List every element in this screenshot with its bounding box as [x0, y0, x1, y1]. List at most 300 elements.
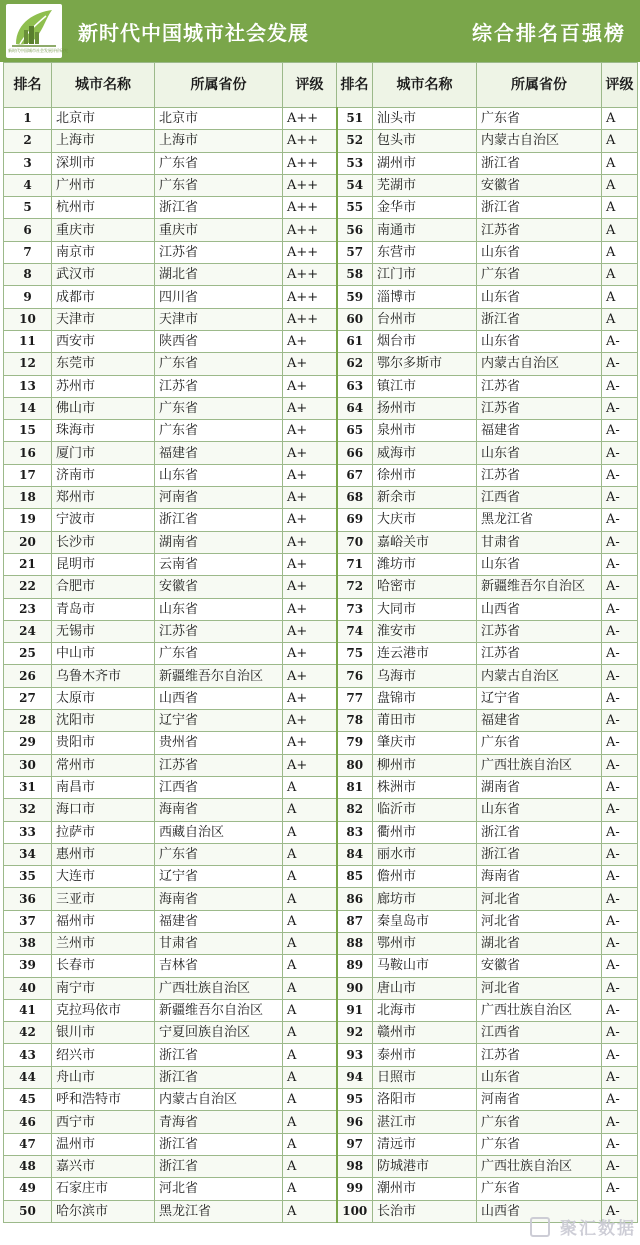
cell-province: 山东省	[155, 598, 283, 620]
cell-province: 江苏省	[155, 375, 283, 397]
cell-rank: 43	[4, 1044, 52, 1066]
table-row	[4, 464, 638, 486]
cell-grade: A+	[283, 330, 337, 352]
cell-province: 辽宁省	[155, 866, 283, 888]
cell-city: 烟台市	[373, 330, 477, 352]
cell-province: 江苏省	[477, 219, 602, 241]
cell-rank: 69	[337, 509, 373, 531]
cell-province: 江苏省	[477, 375, 602, 397]
cell-city: 西宁市	[52, 1111, 155, 1133]
cell-grade: A+	[283, 620, 337, 642]
cell-rank: 15	[4, 420, 52, 442]
cell-rank: 27	[4, 687, 52, 709]
header-rank: 排名	[337, 63, 373, 108]
cell-grade: A-	[602, 1089, 638, 1111]
cell-city: 苏州市	[52, 375, 155, 397]
cell-grade: A	[283, 977, 337, 999]
cell-grade: A+	[283, 531, 337, 553]
cell-city: 南通市	[373, 219, 477, 241]
cell-city: 北京市	[52, 108, 155, 130]
cell-province: 河南省	[477, 1089, 602, 1111]
table-row	[4, 397, 638, 419]
cell-grade: A-	[602, 1178, 638, 1200]
table-row	[4, 375, 638, 397]
cell-rank: 98	[337, 1155, 373, 1177]
table-row	[4, 910, 638, 932]
cell-rank: 86	[337, 888, 373, 910]
cell-city: 佛山市	[52, 397, 155, 419]
cell-city: 郑州市	[52, 487, 155, 509]
cell-province: 江苏省	[477, 1044, 602, 1066]
cell-grade: A	[602, 152, 638, 174]
cell-city: 长治市	[373, 1200, 477, 1222]
cell-province: 广东省	[155, 152, 283, 174]
cell-province: 新疆维吾尔自治区	[155, 999, 283, 1021]
cell-city: 舟山市	[52, 1066, 155, 1088]
cell-province: 浙江省	[477, 152, 602, 174]
cell-rank: 26	[4, 665, 52, 687]
cell-city: 哈密市	[373, 576, 477, 598]
cell-grade: A-	[602, 509, 638, 531]
cell-grade: A-	[602, 776, 638, 798]
cell-rank: 89	[337, 955, 373, 977]
table-row	[4, 643, 638, 665]
cell-city: 连云港市	[373, 643, 477, 665]
table-row	[4, 1089, 638, 1111]
cell-grade: A-	[602, 977, 638, 999]
cell-city: 合肥市	[52, 576, 155, 598]
cell-province: 福建省	[155, 442, 283, 464]
cell-rank: 52	[337, 130, 373, 152]
cell-rank: 24	[4, 620, 52, 642]
cell-rank: 19	[4, 509, 52, 531]
cell-rank: 34	[4, 843, 52, 865]
cell-grade: A-	[602, 732, 638, 754]
table-row	[4, 754, 638, 776]
cell-rank: 50	[4, 1200, 52, 1222]
cell-city: 常州市	[52, 754, 155, 776]
cell-city: 肇庆市	[373, 732, 477, 754]
cell-city: 马鞍山市	[373, 955, 477, 977]
cell-rank: 96	[337, 1111, 373, 1133]
cell-city: 台州市	[373, 308, 477, 330]
cell-grade: A	[602, 308, 638, 330]
cell-city: 重庆市	[52, 219, 155, 241]
cell-province: 内蒙古自治区	[477, 130, 602, 152]
cell-rank: 64	[337, 397, 373, 419]
cell-province: 河北省	[477, 888, 602, 910]
cell-province: 江西省	[155, 776, 283, 798]
cell-province: 山东省	[477, 330, 602, 352]
cell-city: 芜湖市	[373, 174, 477, 196]
cell-city: 乌鲁木齐市	[52, 665, 155, 687]
cell-city: 贵阳市	[52, 732, 155, 754]
cell-city: 广州市	[52, 174, 155, 196]
cell-city: 大连市	[52, 866, 155, 888]
cell-city: 包头市	[373, 130, 477, 152]
cell-rank: 38	[4, 932, 52, 954]
cell-rank: 55	[337, 197, 373, 219]
cell-city: 青岛市	[52, 598, 155, 620]
cell-grade: A-	[602, 1200, 638, 1222]
cell-province: 河北省	[477, 977, 602, 999]
cell-province: 山东省	[477, 442, 602, 464]
cell-grade: A	[602, 108, 638, 130]
cell-grade: A-	[602, 598, 638, 620]
cell-province: 陕西省	[155, 330, 283, 352]
table-row	[4, 576, 638, 598]
cell-grade: A+	[283, 576, 337, 598]
table-row	[4, 732, 638, 754]
table-row	[4, 776, 638, 798]
cell-rank: 58	[337, 264, 373, 286]
cell-city: 南京市	[52, 241, 155, 263]
cell-grade: A-	[602, 821, 638, 843]
cell-province: 广东省	[477, 264, 602, 286]
cell-province: 广东省	[477, 1133, 602, 1155]
cell-province: 广东省	[155, 397, 283, 419]
cell-province: 河北省	[477, 910, 602, 932]
cell-province: 江苏省	[155, 241, 283, 263]
cell-grade: A-	[602, 353, 638, 375]
header-grade: 评级	[602, 63, 638, 108]
cell-province: 浙江省	[155, 1066, 283, 1088]
cell-city: 鄂州市	[373, 932, 477, 954]
cell-rank: 88	[337, 932, 373, 954]
cell-city: 石家庄市	[52, 1178, 155, 1200]
cell-province: 广东省	[477, 108, 602, 130]
cell-province: 辽宁省	[155, 710, 283, 732]
cell-city: 珠海市	[52, 420, 155, 442]
cell-province: 浙江省	[477, 197, 602, 219]
cell-city: 大庆市	[373, 509, 477, 531]
cell-city: 武汉市	[52, 264, 155, 286]
logo-caption: 新时代中国城市社会发展评价研究	[8, 48, 68, 53]
cell-grade: A+	[283, 397, 337, 419]
cell-grade: A-	[602, 1044, 638, 1066]
cell-city: 天津市	[52, 308, 155, 330]
cell-rank: 73	[337, 598, 373, 620]
cell-grade: A++	[283, 108, 337, 130]
cell-province: 重庆市	[155, 219, 283, 241]
cell-province: 山东省	[477, 286, 602, 308]
table-row	[4, 687, 638, 709]
cell-grade: A-	[602, 955, 638, 977]
watermark: 聚汇数据	[560, 1219, 636, 1239]
cell-city: 兰州市	[52, 932, 155, 954]
header-province: 所属省份	[477, 63, 602, 108]
cell-grade: A	[602, 264, 638, 286]
cell-grade: A	[283, 1044, 337, 1066]
cell-province: 新疆维吾尔自治区	[155, 665, 283, 687]
cell-rank: 80	[337, 754, 373, 776]
cell-grade: A	[283, 1089, 337, 1111]
cell-grade: A	[283, 1111, 337, 1133]
cell-rank: 77	[337, 687, 373, 709]
cell-province: 山东省	[477, 241, 602, 263]
cell-province: 浙江省	[477, 821, 602, 843]
cell-province: 甘肃省	[477, 531, 602, 553]
cell-province: 黑龙江省	[155, 1200, 283, 1222]
cell-grade: A-	[602, 665, 638, 687]
cell-city: 柳州市	[373, 754, 477, 776]
cell-rank: 44	[4, 1066, 52, 1088]
cell-grade: A-	[602, 375, 638, 397]
cell-city: 镇江市	[373, 375, 477, 397]
cell-province: 内蒙古自治区	[477, 665, 602, 687]
cell-grade: A-	[602, 1155, 638, 1177]
cell-city: 宁波市	[52, 509, 155, 531]
cell-grade: A	[602, 219, 638, 241]
page-subtitle: 综合排名百强榜	[472, 21, 626, 45]
cell-city: 福州市	[52, 910, 155, 932]
table-row	[4, 665, 638, 687]
cell-province: 广东省	[155, 643, 283, 665]
cell-rank: 91	[337, 999, 373, 1021]
table-row	[4, 219, 638, 241]
cell-province: 青海省	[155, 1111, 283, 1133]
cell-rank: 8	[4, 264, 52, 286]
cell-grade: A	[283, 1022, 337, 1044]
cell-rank: 66	[337, 442, 373, 464]
cell-rank: 46	[4, 1111, 52, 1133]
cell-city: 湖州市	[373, 152, 477, 174]
cell-grade: A-	[602, 799, 638, 821]
cell-rank: 12	[4, 353, 52, 375]
cell-grade: A++	[283, 152, 337, 174]
cell-rank: 42	[4, 1022, 52, 1044]
table-row	[4, 308, 638, 330]
cell-city: 杭州市	[52, 197, 155, 219]
cell-rank: 84	[337, 843, 373, 865]
watermark-badge-icon	[530, 1217, 550, 1237]
cell-rank: 90	[337, 977, 373, 999]
table-row	[4, 330, 638, 352]
cell-city: 威海市	[373, 442, 477, 464]
cell-rank: 82	[337, 799, 373, 821]
cell-rank: 65	[337, 420, 373, 442]
cell-rank: 28	[4, 710, 52, 732]
cell-rank: 29	[4, 732, 52, 754]
cell-rank: 78	[337, 710, 373, 732]
cell-rank: 14	[4, 397, 52, 419]
header-grade: 评级	[283, 63, 337, 108]
cell-city: 株洲市	[373, 776, 477, 798]
cell-rank: 62	[337, 353, 373, 375]
cell-grade: A	[283, 888, 337, 910]
cell-rank: 10	[4, 308, 52, 330]
cell-city: 防城港市	[373, 1155, 477, 1177]
table-row	[4, 152, 638, 174]
cell-city: 日照市	[373, 1066, 477, 1088]
cell-province: 山西省	[477, 598, 602, 620]
cell-rank: 100	[337, 1200, 373, 1222]
table-row	[4, 620, 638, 642]
cell-city: 大同市	[373, 598, 477, 620]
cell-city: 廊坊市	[373, 888, 477, 910]
cell-province: 江苏省	[155, 620, 283, 642]
cell-rank: 63	[337, 375, 373, 397]
cell-city: 无锡市	[52, 620, 155, 642]
cell-rank: 35	[4, 866, 52, 888]
cell-rank: 72	[337, 576, 373, 598]
header-city: 城市名称	[373, 63, 477, 108]
cell-province: 江苏省	[155, 754, 283, 776]
cell-rank: 94	[337, 1066, 373, 1088]
cell-city: 盘锦市	[373, 687, 477, 709]
cell-province: 上海市	[155, 130, 283, 152]
cell-city: 洛阳市	[373, 1089, 477, 1111]
cell-grade: A	[283, 1200, 337, 1222]
cell-province: 广东省	[155, 353, 283, 375]
cell-city: 东莞市	[52, 353, 155, 375]
cell-rank: 48	[4, 1155, 52, 1177]
cell-city: 清远市	[373, 1133, 477, 1155]
cell-grade: A+	[283, 687, 337, 709]
cell-province: 浙江省	[155, 509, 283, 531]
cell-grade: A+	[283, 710, 337, 732]
cell-grade: A-	[602, 1133, 638, 1155]
cell-province: 江西省	[477, 487, 602, 509]
cell-city: 嘉峪关市	[373, 531, 477, 553]
table-body	[4, 108, 638, 1223]
cell-city: 儋州市	[373, 866, 477, 888]
cell-grade: A++	[283, 197, 337, 219]
cell-grade: A	[283, 1155, 337, 1177]
cell-rank: 67	[337, 464, 373, 486]
cell-province: 广东省	[477, 1111, 602, 1133]
cell-grade: A+	[283, 665, 337, 687]
cell-rank: 13	[4, 375, 52, 397]
cell-province: 江苏省	[477, 643, 602, 665]
cell-rank: 20	[4, 531, 52, 553]
cell-city: 东营市	[373, 241, 477, 263]
cell-grade: A+	[283, 553, 337, 575]
cell-city: 新余市	[373, 487, 477, 509]
cell-rank: 30	[4, 754, 52, 776]
table-row	[4, 197, 638, 219]
cell-grade: A-	[602, 442, 638, 464]
cell-grade: A	[283, 1178, 337, 1200]
cell-city: 嘉兴市	[52, 1155, 155, 1177]
cell-province: 吉林省	[155, 955, 283, 977]
cell-grade: A	[602, 197, 638, 219]
cell-rank: 39	[4, 955, 52, 977]
cell-grade: A+	[283, 487, 337, 509]
cell-province: 江苏省	[477, 464, 602, 486]
cell-city: 汕头市	[373, 108, 477, 130]
cell-province: 四川省	[155, 286, 283, 308]
table-row	[4, 977, 638, 999]
cell-rank: 22	[4, 576, 52, 598]
cell-rank: 4	[4, 174, 52, 196]
cell-grade: A	[283, 910, 337, 932]
cell-grade: A-	[602, 888, 638, 910]
table-row	[4, 821, 638, 843]
cell-province: 浙江省	[477, 843, 602, 865]
cell-rank: 41	[4, 999, 52, 1021]
cell-province: 浙江省	[155, 197, 283, 219]
table-row	[4, 1066, 638, 1088]
cell-province: 广东省	[155, 174, 283, 196]
cell-rank: 74	[337, 620, 373, 642]
cell-city: 唐山市	[373, 977, 477, 999]
cell-province: 河北省	[155, 1178, 283, 1200]
cell-grade: A+	[283, 732, 337, 754]
cell-rank: 5	[4, 197, 52, 219]
cell-grade: A+	[283, 509, 337, 531]
cell-city: 绍兴市	[52, 1044, 155, 1066]
cell-province: 山东省	[477, 553, 602, 575]
table-row	[4, 1133, 638, 1155]
cell-city: 乌海市	[373, 665, 477, 687]
table-row	[4, 130, 638, 152]
cell-grade: A-	[602, 999, 638, 1021]
header-rank: 排名	[4, 63, 52, 108]
cell-grade: A+	[283, 375, 337, 397]
cell-rank: 51	[337, 108, 373, 130]
cell-rank: 68	[337, 487, 373, 509]
cell-province: 江苏省	[477, 620, 602, 642]
cell-grade: A	[283, 821, 337, 843]
cell-province: 天津市	[155, 308, 283, 330]
cell-city: 临沂市	[373, 799, 477, 821]
cell-province: 安徽省	[477, 955, 602, 977]
cell-city: 衢州市	[373, 821, 477, 843]
cell-city: 鄂尔多斯市	[373, 353, 477, 375]
cell-grade: A-	[602, 330, 638, 352]
cell-city: 莆田市	[373, 710, 477, 732]
cell-rank: 97	[337, 1133, 373, 1155]
cell-city: 厦门市	[52, 442, 155, 464]
cell-rank: 25	[4, 643, 52, 665]
cell-city: 海口市	[52, 799, 155, 821]
cell-province: 内蒙古自治区	[477, 353, 602, 375]
table-row	[4, 553, 638, 575]
cell-rank: 47	[4, 1133, 52, 1155]
cell-rank: 18	[4, 487, 52, 509]
cell-province: 广东省	[477, 732, 602, 754]
cell-rank: 21	[4, 553, 52, 575]
cell-province: 广西壮族自治区	[155, 977, 283, 999]
cell-grade: A	[602, 241, 638, 263]
table-row	[4, 1155, 638, 1177]
cell-province: 广西壮族自治区	[477, 999, 602, 1021]
table-row	[4, 420, 638, 442]
cell-city: 长沙市	[52, 531, 155, 553]
cell-province: 黑龙江省	[477, 509, 602, 531]
table-row	[4, 866, 638, 888]
cell-city: 南宁市	[52, 977, 155, 999]
cell-rank: 45	[4, 1089, 52, 1111]
cell-rank: 1	[4, 108, 52, 130]
cell-rank: 75	[337, 643, 373, 665]
cell-city: 北海市	[373, 999, 477, 1021]
cell-city: 银川市	[52, 1022, 155, 1044]
cell-grade: A+	[283, 420, 337, 442]
cell-rank: 99	[337, 1178, 373, 1200]
logo	[6, 4, 68, 58]
cell-rank: 2	[4, 130, 52, 152]
table-row	[4, 442, 638, 464]
cell-city: 淮安市	[373, 620, 477, 642]
cell-rank: 56	[337, 219, 373, 241]
cell-city: 济南市	[52, 464, 155, 486]
cell-rank: 79	[337, 732, 373, 754]
cell-grade: A-	[602, 932, 638, 954]
cell-city: 拉萨市	[52, 821, 155, 843]
cell-city: 三亚市	[52, 888, 155, 910]
